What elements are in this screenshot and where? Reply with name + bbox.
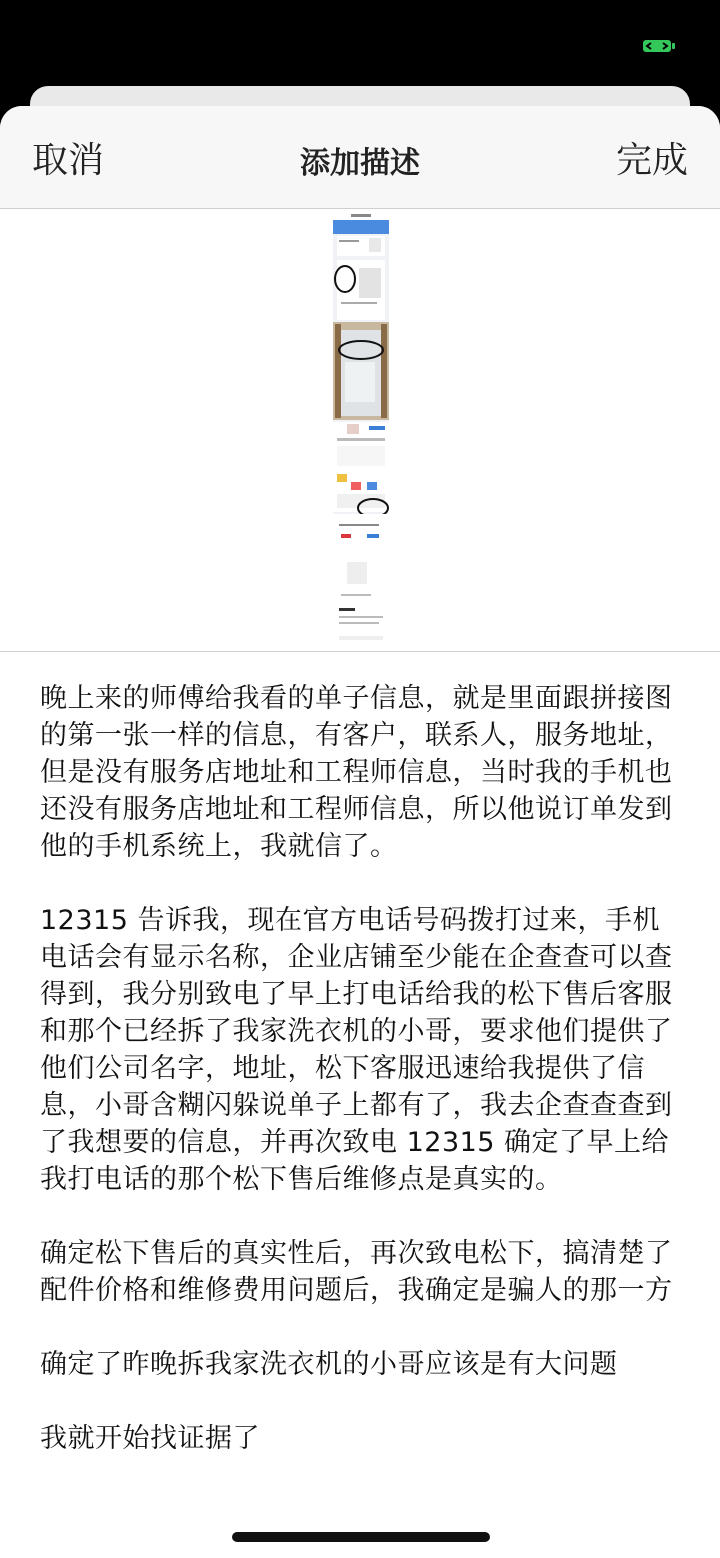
home-indicator[interactable] (232, 1532, 490, 1542)
description-text[interactable] (40, 680, 680, 1494)
add-description-sheet (0, 106, 720, 1558)
page-title: 添加描述 (300, 146, 420, 181)
stitched-screenshot-thumbnail[interactable] (333, 212, 389, 648)
status-bar (0, 0, 720, 90)
attached-image-area (0, 209, 720, 652)
battery-icon (642, 38, 676, 54)
cancel-button[interactable]: 取消 (32, 140, 105, 181)
description-paragraph: 确定松下售后的真实性后，再次致电松下，搞清楚了配件价格和维修费用问题后，我确定是骗人的那一方 (40, 1238, 673, 1306)
stitched-screenshot-image (333, 212, 389, 648)
description-paragraph: 我就开始找证据了 (40, 1423, 260, 1454)
navigation-bar (0, 106, 720, 209)
description-paragraph: 晚上来的师傅给我看的单子信息，就是里面跟拼接图的第一张一样的信息，有客户，联系人，服务地址，但是没有服务店地址和工程师信息，当时我的手机也还没有服务店地址和工程师信息，所以他说订单发到他的手机系统上，我就信了。 (40, 683, 673, 862)
description-paragraph: 12315 告诉我，现在官方电话号码拨打过来，手机电话会有显示名称，企业店铺至少能在企查查可以查得到，我分别致电了早上打电话给我的松下售后客服和那个已经拆了我家洗衣机的小哥，要求他们提供了他们公司名字，地址，松下客服迅速给我提供了信息，小哥含糊闪躲说单子上都有了，我去企查查查到了我想要的信息，并再次致电 12315 确定了早上给我打电话的那个松下售后维修点是真实的。 (40, 905, 673, 1195)
description-paragraph: 确定了昨晚拆我家洗衣机的小哥应该是有大问题 (40, 1349, 618, 1380)
done-button[interactable]: 完成 (615, 140, 688, 181)
